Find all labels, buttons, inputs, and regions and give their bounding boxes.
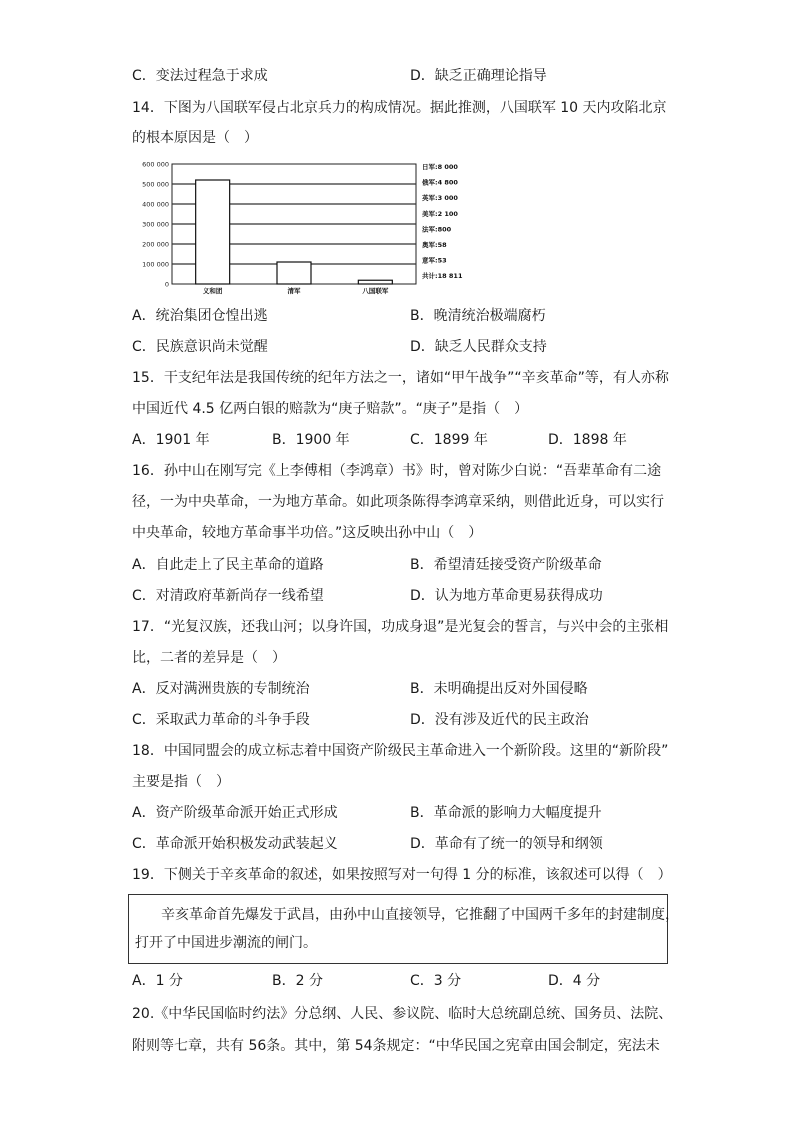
q14-stem-line2: 的根本原因是（ ） (132, 130, 258, 146)
q15-option-d: D．1898 年 (548, 432, 627, 448)
troop-bar-chart (132, 158, 472, 296)
chart-bar (277, 262, 311, 284)
chart-y-tick-label: 400 000 (142, 200, 169, 209)
q19-quote-line2: 打开了中国进步潮流的闸门。 (135, 935, 317, 951)
q19-option-b: B．2 分 (272, 973, 323, 989)
q18-stem-line2: 主要是指（ ） (132, 774, 230, 790)
q16-option-b: B．希望清廷接受资产阶级革命 (410, 557, 602, 573)
q13-option-d: D．缺乏正确理论指导 (410, 68, 547, 84)
chart-legend-entry: 奥军:58 (422, 240, 447, 249)
q18-option-b: B．革命派的影响力大幅度提升 (410, 805, 602, 821)
q14-stem-line1: 14．下图为八国联军侵占北京兵力的构成情况。据此推测，八国联军 10 天内攻陷北京 (132, 100, 667, 116)
chart-legend-entry: 日军:8 000 (422, 163, 458, 171)
q14-option-a: A．统治集团仓惶出逃 (132, 308, 268, 324)
q17-option-a: A．反对满洲贵族的专制统治 (132, 681, 310, 697)
q16-option-c: C．对清政府革新尚存一线希望 (132, 588, 324, 604)
q18-stem-line1: 18．中国同盟会的成立标志着中国资产阶级民主革命进入一个新阶段。这里的“新阶段” (132, 743, 669, 759)
chart-y-tick-label: 0 (164, 280, 169, 289)
q19-quote-line1: 辛亥革命首先爆发于武昌，由孙中山直接领导，它推翻了中国两千多年的封建制度， (161, 907, 679, 923)
chart-y-tick-label: 300 000 (142, 220, 169, 229)
q14-option-d: D．缺乏人民群众支持 (410, 339, 547, 355)
q19-option-a: A．1 分 (132, 973, 183, 989)
q18-option-a: A．资产阶级革命派开始正式形成 (132, 805, 338, 821)
q17-stem-line1: 17．“光复汉族，还我山河；以身许国，功成身退”是光复会的誓言，与兴中会的主张相 (132, 619, 669, 635)
chart-y-ticks (142, 161, 169, 289)
q19-option-c: C．3 分 (410, 973, 462, 989)
chart-legend (422, 162, 463, 280)
chart-bars (196, 180, 393, 284)
chart-legend-entry: 俄军:4 800 (422, 178, 458, 187)
q15-stem-line1: 15．干支纪年法是我国传统的纪年方法之一，诸如“甲午战争”“辛亥革命”等，有人亦称 (132, 370, 669, 386)
chart-legend-entry: 美军:2 100 (422, 209, 458, 218)
q16-option-a: A．自此走上了民主革命的道路 (132, 557, 324, 573)
chart-y-tick-label: 500 000 (142, 180, 169, 189)
chart-category-label: 清军 (287, 287, 301, 295)
chart-bar (358, 280, 392, 284)
chart-category-labels (203, 286, 389, 295)
chart-legend-entry: 意军:53 (422, 256, 447, 265)
q16-stem-line2: 径，一为中央革命，一为地方革命。如此项条陈得李鸿章采纳，则借此近身，可以实行 (132, 494, 664, 510)
q15-option-c: C．1899 年 (410, 432, 488, 448)
chart-category-label: 八国联军 (362, 287, 389, 295)
q19-option-d: D．4 分 (548, 973, 601, 989)
chart-y-tick-label: 600 000 (142, 160, 169, 169)
q15-stem-line2: 中国近代 4.5 亿两白银的赔款为“庚子赔款”。“庚子”是指（ ） (132, 401, 529, 417)
q17-option-c: C．采取武力革命的斗争手段 (132, 712, 310, 728)
chart-bar (196, 180, 230, 284)
q18-option-c: C．革命派开始积极发动武装起义 (132, 836, 338, 852)
q19-quote-box (128, 894, 679, 964)
q15-option-a: A．1901 年 (132, 432, 210, 448)
q16-stem-line1: 16．孙中山在刚写完《上李傅相（李鸿章）书》时，曾对陈少白说：“吾辈革命有二途 (132, 463, 662, 479)
chart-legend-entry: 法军:800 (422, 225, 452, 234)
q18-option-d: D．革命有了统一的领导和纲领 (410, 836, 603, 852)
chart-y-tick-label: 200 000 (142, 240, 169, 249)
chart-legend-entry: 英军:3 000 (422, 194, 458, 203)
q14-option-c: C．民族意识尚未觉醒 (132, 339, 268, 355)
q17-option-d: D．没有涉及近代的民主政治 (410, 712, 589, 728)
chart-legend-entry: 共计:18 811 (422, 272, 463, 281)
q17-option-b: B．未明确提出反对外国侵略 (410, 681, 588, 697)
q20-stem-line1: 20.《中华民国临时约法》分总纲、人民、参议院、临时大总统副总统、国务员、法院、 (132, 1006, 673, 1022)
chart-category-label: 义和团 (202, 287, 223, 295)
q15-option-b: B．1900 年 (272, 432, 350, 448)
q19-stem-line1: 19．下侧关于辛亥革命的叙述，如果按照写对一句得 1 分的标准，该叙述可以得（ ） (132, 867, 672, 883)
q16-stem-line3: 中央革命，较地方革命事半功倍。”这反映出孙中山（ ） (132, 525, 483, 541)
chart-y-tick-label: 100 000 (142, 260, 169, 269)
q16-option-d: D．认为地方革命更易获得成功 (410, 588, 603, 604)
q17-stem-line2: 比，二者的差异是（ ） (132, 650, 286, 666)
q14-option-b: B．晚清统治极端腐朽 (410, 308, 546, 324)
q13-option-c: C．变法过程急于求成 (132, 68, 268, 84)
q20-stem-line2: 附则等七章，共有 56条。其中，第 54条规定：“中华民国之宪章由国会制定，宪法未 (132, 1038, 660, 1054)
